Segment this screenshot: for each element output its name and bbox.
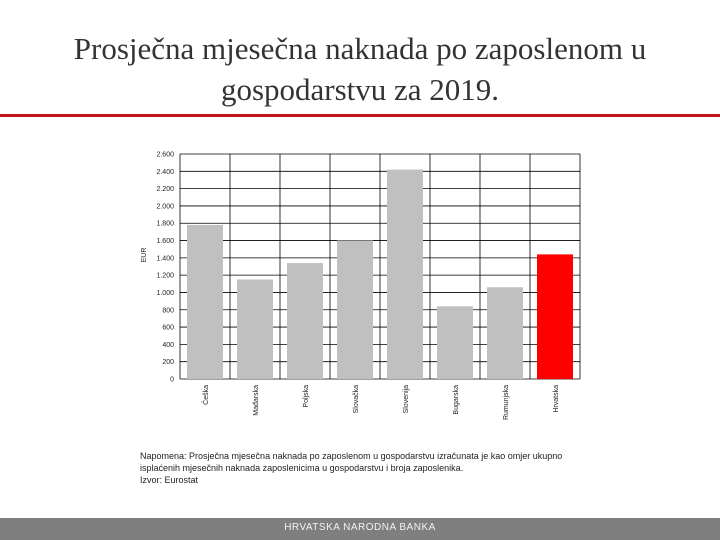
slide-title xyxy=(0,28,720,110)
bar-slovenija xyxy=(387,170,423,379)
bar-rumunjska xyxy=(487,287,523,379)
y-tick-label: 1.200 xyxy=(156,272,174,280)
bar-poljska xyxy=(287,263,323,379)
x-tick-label: Mađarska xyxy=(253,385,260,416)
note-line-2: isplaćenih mjesečnih naknada zaposlenicima u gospodarstvu i broja zaposlenika. xyxy=(140,463,464,473)
x-tick-labels xyxy=(201,385,560,420)
y-tick-label: 200 xyxy=(162,359,174,367)
bar-bugarska xyxy=(437,306,473,379)
y-tick-label: 0 xyxy=(170,376,174,384)
bar-slovačka xyxy=(337,241,373,379)
x-tick-label: Poljska xyxy=(303,385,310,408)
y-axis-label: EUR xyxy=(141,247,148,263)
x-tick-label: Bugarska xyxy=(453,385,460,415)
source-line: Izvor: Eurostat xyxy=(140,475,199,485)
y-tick-label: 600 xyxy=(162,324,174,332)
bar-mađarska xyxy=(237,279,273,379)
x-tick-label: Slovačka xyxy=(353,385,360,414)
bar-hrvatska xyxy=(537,254,573,379)
y-tick-label: 800 xyxy=(162,307,174,315)
y-tick-label: 1.600 xyxy=(156,238,174,246)
y-tick-label: 2.600 xyxy=(156,151,174,159)
y-tick-label: 2.000 xyxy=(156,203,174,211)
title-line-1: Prosječna mjesečna naknada po zaposlenom u xyxy=(73,31,647,66)
y-tick-label: 1.400 xyxy=(156,255,174,263)
bar-češka xyxy=(187,225,223,379)
y-tick-label: 400 xyxy=(162,341,174,349)
x-tick-label: Češka xyxy=(203,385,210,405)
title-line-2: gospodarstvu za 2019. xyxy=(220,72,500,107)
note-line-1: Napomena: Prosječna mjesečna naknada po zaposlenom u gospodarstvu izračunata je kao omjer ukupno xyxy=(140,451,563,461)
y-tick-label: 2.200 xyxy=(156,186,174,194)
y-tick-label: 2.400 xyxy=(156,168,174,176)
footer-bar xyxy=(0,518,720,540)
y-tick-label: 1.800 xyxy=(156,220,174,228)
title-divider xyxy=(0,114,720,117)
y-tick-labels xyxy=(156,152,174,384)
x-tick-label: Slovenija xyxy=(403,385,410,414)
x-tick-label: Hrvatska xyxy=(553,385,560,413)
bar-chart xyxy=(130,145,590,435)
x-tick-label: Rumunjska xyxy=(503,385,510,421)
footer-bank-name: HRVATSKA NARODNA BANKA xyxy=(284,522,436,533)
y-tick-label: 1.000 xyxy=(156,289,174,297)
chart-note xyxy=(140,450,610,486)
